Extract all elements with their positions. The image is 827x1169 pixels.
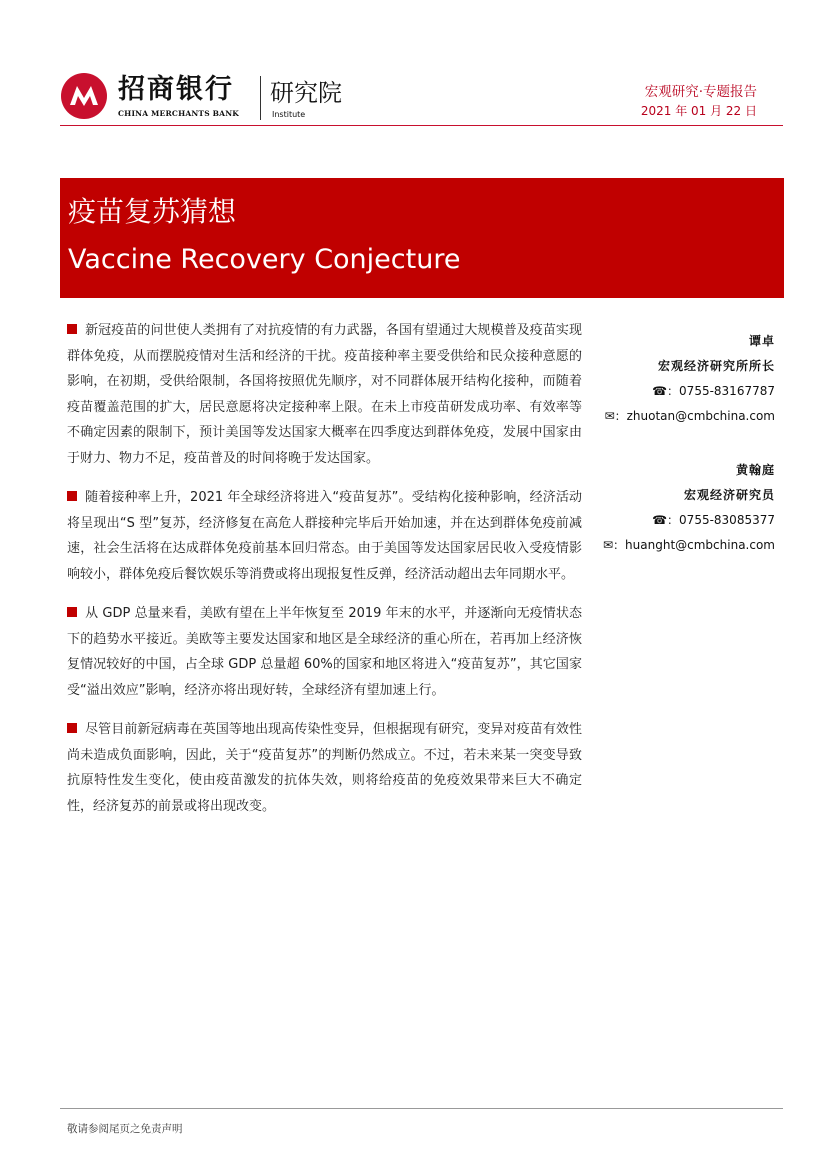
analyst-card [575,329,775,429]
title-banner [60,178,784,298]
logo-name-en: CHINA MERCHANTS BANK [118,109,239,118]
analyst-email[interactable] [575,404,775,429]
header-divider [60,125,783,126]
analyst-phone [575,508,775,533]
bullet-square-icon [67,607,77,617]
summary-paragraph [67,485,582,587]
analyst-name: 谭卓 [748,334,775,348]
summary-section [67,318,582,833]
logo-divider [260,76,261,120]
footer-disclaimer: 敬请参阅尾页之免责声明 [67,1123,183,1135]
phone-number: ：0755-83167787 [667,384,775,398]
paragraph-text: 随着接种率上升，2021 年全球经济将进入“疫苗复苏”。受结构化接种影响，经济活动将呈现出“S 型”复苏，经济修复在高危人群接种完毕后开始加速，并在达到群体免疫前减速，社会生活将在达成群体免疫前基本回归常态。由于美国等发达国家居民收入受疫情影响较小，群体免疫后餐饮娱乐等消费或将出现报复性反弹，经济活动超出去年同期水平。 [67,490,582,582]
bullet-square-icon [67,723,77,733]
analyst-role: 宏观经济研究所所长 [657,359,775,373]
bank-logo [60,72,360,124]
cmb-logo-icon [60,72,108,120]
paragraph-text: 新冠疫苗的问世使人类拥有了对抗疫情的有力武器，各国有望通过大规模普及疫苗实现群体免疫，从而摆脱疫情对生活和经济的干扰。疫苗接种率主要受供给和民众接种意愿的影响，在初期，受供给限制，各国将按照优先顺序，对不同群体展开结构化接种，而随着疫苗覆盖范围的扩大，居民意愿将决定接种率上限。在未上市疫苗研发成功率、有效率等不确定因素的限制下，预计美国等发达国家大概率在四季度达到群体免疫，发展中国家由于财力、物力不足，疫苗普及的时间将晚于发达国家。 [67,323,582,466]
mail-icon: ✉ [604,409,615,423]
mail-icon: ✉ [602,538,614,552]
institute-name-cn: 研究院 [270,79,342,107]
paragraph-text: 尽管目前新冠病毒在英国等地出现高传染性变异，但根据现有研究，变异对疫苗有效性尚未造成负面影响，因此，关于“疫苗复苏”的判断仍然成立。不过，若未来某一突变导致抗原特性发生变化，使由疫苗激发的抗体失效，则将给疫苗的免疫效果带来巨大不确定性，经济复苏的前景或将出现改变。 [67,722,582,814]
paragraph-text: 从 GDP 总量来看，美欧有望在上半年恢复至 2019 年末的水平，并逐渐向无疫情状态下的趋势水平接近。美欧等主要发达国家和地区是全球经济的重心所在，若再加上经济恢复情况较好的中国，占全球 GDP 总量超 60%的国家和地区将进入“疫苗复苏”，其它国家受“溢出效应”影响，经济亦将出现好转，全球经济有望加速上行。 [67,606,582,698]
summary-paragraph [67,318,582,471]
phone-icon: ☎ [652,384,668,398]
analyst-role: 宏观经济研究员 [683,488,775,502]
analyst-name: 黄翰庭 [735,463,775,477]
email-address[interactable]: ：huanght@cmbchina.com [613,538,775,552]
bullet-square-icon [67,491,77,501]
report-date: 2021 年 01 月 22 日 [640,104,757,118]
email-address[interactable]: ：zhuotan@cmbchina.com [614,409,775,423]
analyst-email[interactable] [575,533,775,558]
title-cn: 疫苗复苏猜想 [68,195,237,228]
phone-icon: ☎ [652,513,668,527]
bullet-square-icon [67,324,77,334]
phone-number: ：0755-83085377 [667,513,775,527]
summary-paragraph [67,717,582,819]
logo-name-cn: 招商银行 [118,74,234,105]
report-type: 宏观研究·专题报告 [644,84,757,100]
institute-name-en: Institute [272,110,306,119]
footer-divider [60,1108,783,1109]
analyst-phone [575,379,775,404]
title-en: Vaccine Recovery Conjecture [68,244,461,275]
analyst-card [575,458,775,558]
summary-paragraph [67,601,582,703]
